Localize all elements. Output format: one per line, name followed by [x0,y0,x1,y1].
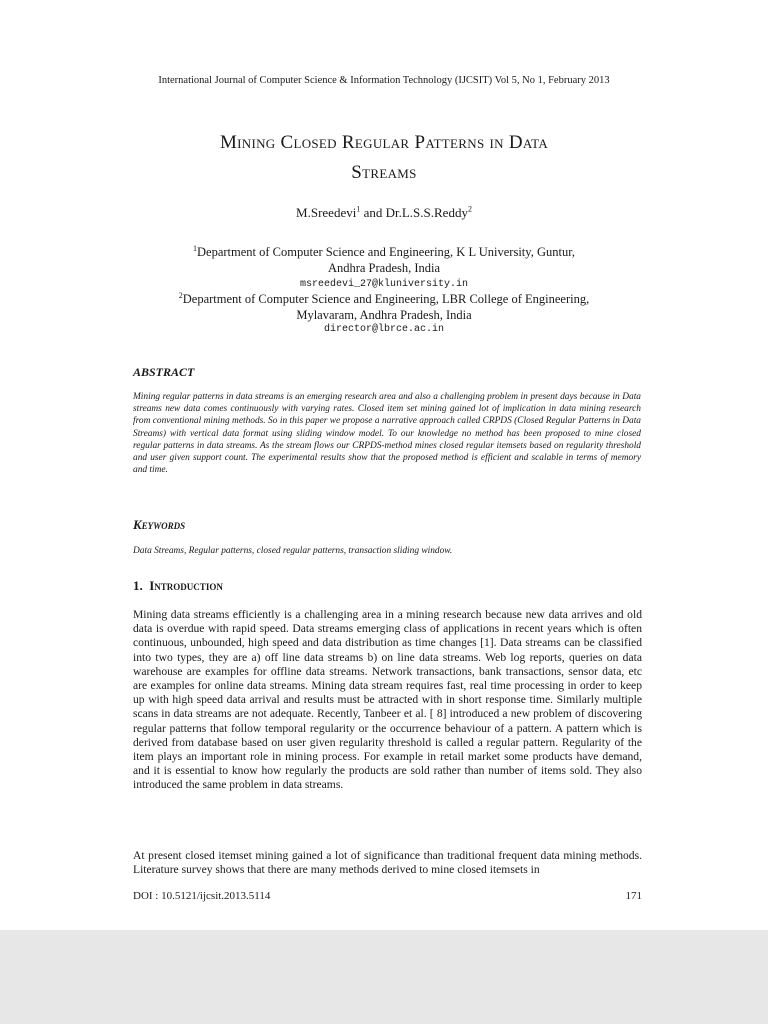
author-1-affiliation-mark: 1 [356,204,361,214]
introduction-paragraph-2: At present closed itemset mining gained a lot of significance than traditional frequent data mining methods. Literature survey shows that there are many methods derived to mine closed itemsets in [133,849,642,877]
affiliation-2-mark: 2 [178,290,183,300]
affiliation-1-line-2: Andhra Pradesh, India [327,261,441,275]
paper-title [60,128,708,188]
affiliation-2-email-link[interactable]: director@lbrce.ac.in [323,324,445,335]
affiliation-1-email-link[interactable]: msreedevi_27@kluniversity.in [299,279,469,290]
introduction-paragraph-1: Mining data streams efficiently is a challenging area in a mining research because new data arrives and old data is overdue with rapid speed. Data streams emerging class of applications in recent years which is often continuous, unbounded, high speed and data distribution as time changes [1]. Data streams can be classified into two types, they are a) off line data streams b) on line data streams. Web log reports, queries on data warehouse are examples for offline data streams. Network transactions, bank transactions, sensor data, etc are examples for online data streams. Mining data stream requires fast, real time processing in order to keep up with high speed data arrival and results must be attracted with in short response time. Similarly multiple scans in data streams are not adequate. Recently, Tanbeer et al. [ 8] introduced a new problem of discovering regular patterns that follow temporal regularity or the occurrence behaviour of a pattern. A pattern which is derived from database based on user given regularity threshold is called a regular pattern. Regularity of the item plays an important role in mining process. For example in retail market some products have demand, and it is essential to know how regularly the products are sold rather than number of items sold. They also introduced the same problem in data streams. [133,608,642,792]
affiliation-1-line-1: Department of Computer Science and Engineering, K L University, Guntur, [197,245,575,259]
author-2-name: Dr.L.S.S.Reddy [385,205,468,220]
keywords-heading: Keywords [133,517,186,532]
affiliation-2 [100,291,668,323]
title-line-2: Streams [351,162,417,183]
affiliation-1-mark: 1 [193,243,197,253]
introduction-heading: 1. Introduction [133,578,223,593]
page-footer [133,890,642,902]
title-line-1: Mining Closed Regular Patterns in Data [219,132,549,153]
affiliation-2-line-2: Mylavaram, Andhra Pradesh, India [296,308,472,322]
affiliation-1 [100,244,668,276]
author-2-affiliation-mark: 2 [467,204,472,214]
journal-header: International Journal of Computer Science & Information Technology (IJCSIT) Vol 5, No 1, February 2013 [158,75,610,86]
abstract-text: Mining regular patterns in data streams is an emerging research area and also a challenging problem in present days because in Data streams new data comes continuously with varying rates. Closed item set mining gained lot of implication in data mining research from conventional mining methods. So in this paper we propose a narrative approach called CRPDS (Closed Regular Patterns in Data Streams) with vertical data format using sliding window model. To our knowledge no method has been proposed to mine closed regular patterns in data streams. As the stream flows our CRPDS-method mines closed regular itemsets based on regularity threshold and user given support count. The experimental results show that the proposed method is efficient and scalable in terms of memory and time. [133,392,641,476]
doi-text: DOI : 10.5121/ijcsit.2013.5114 [133,890,271,902]
author-conjunction: and [360,205,386,220]
page-number: 171 [625,890,642,902]
author-1-name: M.Sreedevi [296,205,357,220]
keywords-text: Data Streams, Regular patterns, closed regular patterns, transaction sliding window. [133,546,453,556]
abstract-heading: ABSTRACT [133,365,195,379]
affiliation-2-line-1: Department of Computer Science and Engineering, LBR College of Engineering, [182,292,590,306]
author-list [0,205,768,221]
